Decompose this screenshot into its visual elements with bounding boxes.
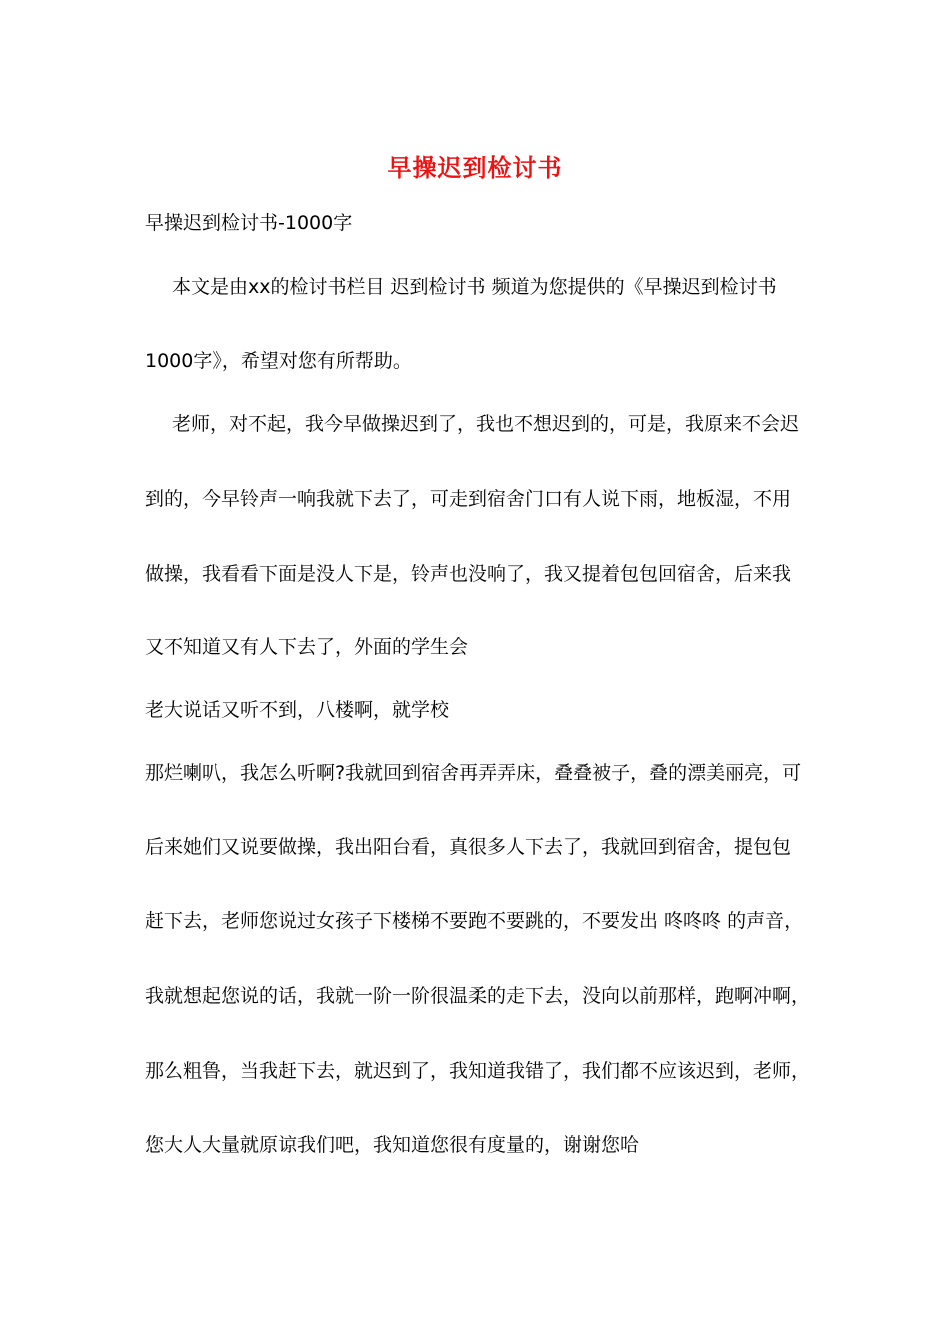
document-title: 早操迟到检讨书: [387, 153, 563, 182]
paragraph-line: 您大人大量就原谅我们吧，我知道您很有度量的，谢谢您哈: [145, 1134, 640, 1156]
paragraph-line: 那么粗鲁，当我赶下去，就迟到了，我知道我错了，我们都不应该迟到，老师，: [145, 1060, 811, 1082]
paragraph-line: 后来她们又说要做操，我出阳台看，真很多人下去了，我就回到宿舍，提包包: [145, 836, 792, 858]
paragraph-line: 老大说话又听不到，八楼啊，就学校: [145, 699, 450, 721]
paragraph-line: 本文是由xx的检讨书栏目 迟到检讨书 频道为您提供的《早操迟到检讨书: [172, 276, 777, 298]
document-subtitle: 早操迟到检讨书-1000字: [145, 212, 353, 234]
paragraph-line: 到的，今早铃声一响我就下去了，可走到宿舍门口有人说下雨，地板湿，不用: [145, 488, 792, 510]
paragraph-line: 老师，对不起，我今早做操迟到了，我也不想迟到的，可是，我原来不会迟: [172, 413, 800, 435]
paragraph-line: 1000字》，希望对您有所帮助。: [145, 350, 412, 372]
paragraph-line: 那烂喇叭，我怎么听啊?我就回到宿舍再弄弄床，叠叠被子，叠的漂美丽亮，可: [145, 762, 802, 784]
paragraph-line: 我就想起您说的话，我就一阶一阶很温柔的走下去，没向以前那样，跑啊冲啊，: [145, 985, 811, 1007]
paragraph-line: 赶下去，老师您说过女孩子下楼梯不要跑不要跳的，不要发出 咚咚咚 的声音，: [145, 910, 804, 932]
paragraph-line: 又不知道又有人下去了，外面的学生会: [145, 636, 469, 658]
paragraph-line: 做操，我看看下面是没人下是，铃声也没响了，我又提着包包回宿舍，后来我: [145, 563, 792, 585]
